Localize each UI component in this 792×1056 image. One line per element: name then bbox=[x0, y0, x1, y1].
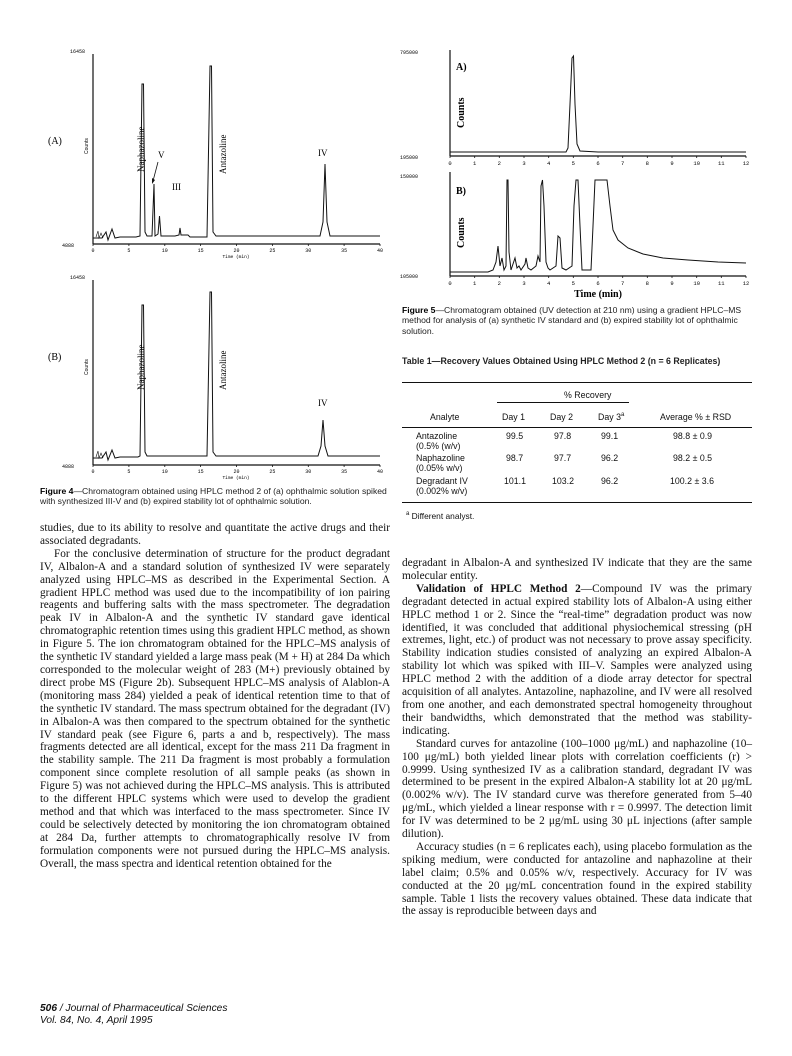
footnote-mark: a bbox=[406, 511, 410, 518]
y-bottom-label: 4888 bbox=[62, 464, 75, 470]
figure-4-caption bbox=[40, 486, 390, 507]
table-header-row bbox=[402, 407, 752, 427]
y-top-label: 16458 bbox=[70, 275, 86, 281]
chromatogram-trace bbox=[450, 180, 746, 272]
figure-5-caption bbox=[402, 305, 752, 336]
table-footnote bbox=[402, 511, 752, 521]
y-top-label: 150000 bbox=[400, 174, 419, 180]
table-row bbox=[402, 452, 752, 476]
figure-5-panel-b bbox=[398, 166, 752, 302]
table-rule-bottom bbox=[402, 502, 752, 503]
x-tick-label: 10 bbox=[161, 248, 168, 254]
footer-volume: Vol. 84, No. 4, April 1995 bbox=[40, 1015, 153, 1026]
peak-label-iii: III bbox=[172, 182, 181, 192]
group-header: % Recovery bbox=[564, 390, 612, 400]
x-tick-label: 9 bbox=[670, 160, 674, 167]
paragraph bbox=[402, 583, 752, 738]
cell-analyte-sub: (0.002% w/v) bbox=[416, 486, 468, 496]
trace-noise bbox=[96, 231, 103, 238]
page-number: 506 bbox=[40, 1003, 57, 1014]
peak-label-iv: IV bbox=[318, 398, 328, 408]
x-tick-label: 10 bbox=[693, 280, 701, 287]
cell-day1: 99.5 bbox=[506, 431, 524, 441]
x-tick-label: 7 bbox=[621, 280, 625, 287]
x-tick-label: 30 bbox=[305, 248, 312, 254]
paragraph-text: —Compound IV was the primary degradant detected in actual expired stability lots of Albalon-A using either HPLC method 1 or 2. Since the “real-time” degradation product was now identified, it was concluded that additional physiochemical stressing (pH extremes, light, etc.) of product was not necessary to prove assay specificity. Stability indication studies consisted of analyzing an expired Albalon-A stability lot which was spiked with III–V. Samples were analyzed using HPLC method 2 with the addition of a diode array detector for spectral acquisition of all analytes. Antazoline, naphazoline, and IV were all resolved from one another, and each demonstrated spectral homogeneity throughout their bandwidths, which demonstrated that the method was stability-indicating. bbox=[402, 582, 753, 737]
table-row bbox=[402, 476, 752, 500]
peak-v-arrow bbox=[153, 162, 158, 181]
cell-day2: 97.7 bbox=[554, 453, 572, 463]
chromatogram-4b bbox=[40, 270, 390, 485]
x-tick-label: 15 bbox=[197, 248, 204, 254]
x-tick-label: 0 bbox=[91, 248, 95, 254]
x-tick-label: 0 bbox=[91, 469, 95, 475]
cell-day2: 103.2 bbox=[552, 476, 575, 486]
paragraph: degradant in Albalon-A and synthesized IV indicate that they are the same molecular entity. bbox=[402, 557, 752, 582]
right-column bbox=[402, 557, 752, 918]
caption-label: Figure 4 bbox=[40, 486, 74, 496]
peak-label-antazoline: Antazoline bbox=[218, 350, 228, 390]
x-tick-label: 35 bbox=[341, 248, 348, 254]
cell-day1: 98.7 bbox=[506, 453, 524, 463]
x-tick-label: 6 bbox=[596, 160, 600, 167]
paragraph: Standard curves for antazoline (100–1000 μg/mL) and naphazoline (10–100 μg/mL) both yielded linear plots with correlation coefficients (r) > 0.9999. Using synthesized IV as a calibration standard, degradant IV was determined to be present in the expired Albalon-A stability lot at 20 μg/mL (0.002% w/v). The IV standard curve was therefore generated from 5–40 μg/mL, which yielded a linear response with r = 0.9997. The detection limit for IV was determined to be 2 μg/mL using 30 μL injections (after sample dilution). bbox=[402, 737, 752, 841]
y-axis-label: Counts bbox=[456, 217, 467, 248]
chromatogram-5a bbox=[398, 44, 752, 166]
x-tick-label: 4 bbox=[547, 280, 551, 287]
cell-analyte: Naphazoline bbox=[416, 453, 465, 463]
journal-name: / Journal of Pharmaceutical Sciences bbox=[57, 1003, 228, 1014]
x-tick-label: 6 bbox=[596, 280, 600, 287]
cell-average: 100.2 ± 3.6 bbox=[670, 476, 714, 486]
x-tick-label: 12 bbox=[742, 160, 750, 167]
x-tick-label: 40 bbox=[376, 248, 384, 254]
x-tick-labels bbox=[91, 469, 383, 475]
figure-4-panel-a bbox=[40, 44, 390, 269]
table-1 bbox=[402, 382, 752, 521]
y-bottom-label: 195000 bbox=[400, 155, 419, 161]
figure-5-panel-a bbox=[398, 44, 752, 166]
x-tick-label: 25 bbox=[269, 248, 276, 254]
x-tick-label: 1 bbox=[473, 160, 477, 167]
panel-label: (B) bbox=[48, 352, 62, 363]
cell-day1: 101.1 bbox=[504, 476, 527, 486]
panel-label: (A) bbox=[48, 136, 62, 147]
x-tick-label: 12 bbox=[742, 280, 750, 287]
y-top-label: 795000 bbox=[400, 50, 419, 56]
x-tick-label: 5 bbox=[571, 280, 575, 287]
left-column bbox=[40, 522, 390, 870]
x-tick-label: 40 bbox=[376, 469, 384, 475]
x-tick-label: 2 bbox=[497, 280, 501, 287]
header-day3-text: Day 3 bbox=[598, 412, 621, 422]
paragraph: For the conclusive determination of structure for the product degradant IV, Albalon-A and a standard solution of synthesized IV were separately analyzed using HPLC–MS as described in the Experimental Section. A gradient HPLC method was used due to the incompatibility of ion pairing reagents and buffering salts with the mass spectrometer. The degradation peak IV in Albalon-A and the synthetic IV standard gave identical chromatographic retention times using this gradient HPLC method, as shown in Figure 5. The ion chromatogram obtained for the HPLC–MS analysis of the synthetic IV standard yielded a large mass peak (M + H) at 284 Da which corresponded to the molecular weight of 283 (M+) previously obtained by direct probe MS (Figure 2b). Subsequent HPLC–MS analysis of Alablon-A (monitoring mass 284) yielded a peak of identical retention time to that of the synthetic IV standard. The mass spectrum obtained for the degradant (IV) in Albalon-A was then compared to the spectrum obtained for the synthetic IV standard peak (see Figure 6, parts a and b, respectively). The mass fragments detected are all identical, except for the mass 211 Da fragment in the stability sample. The 211 Da fragment is most probably a formulation component since complete resolution of all sample peaks (as shown in Figure 5) was not achieved during the HPLC–MS analysis. This is attributed to the different HPLC systems which were used to develop the gradient method and that which was interfaced to the mass spectrometer. Since IV could be selectively detected by monitoring the ion chromatogram obtained at 284 Da, further attempts to chromatographically resolve IV from formulation components were not pursued during the HPLC–MS analysis. Overall, the mass spectra and identical retention obtained for the bbox=[40, 547, 390, 870]
x-tick-label: 9 bbox=[670, 280, 674, 287]
section-heading: Validation of HPLC Method 2 bbox=[416, 582, 581, 595]
trace-noise bbox=[96, 451, 103, 458]
chromatogram-trace bbox=[450, 56, 746, 152]
cell-day3: 99.1 bbox=[601, 431, 619, 441]
peak-label-naphazoline: Naphazoline bbox=[136, 344, 146, 390]
cell-analyte-sub: (0.5% (w/v) bbox=[416, 441, 461, 451]
cell-day3: 96.2 bbox=[601, 453, 619, 463]
y-top-label: 16458 bbox=[70, 49, 86, 55]
x-tick-label: 11 bbox=[717, 280, 725, 287]
cell-day2: 97.8 bbox=[554, 431, 572, 441]
table-title-label: Table 1 bbox=[402, 356, 432, 366]
panel-label: B) bbox=[456, 186, 466, 197]
x-tick-label: 10 bbox=[693, 160, 701, 167]
x-tick-label: 1 bbox=[473, 280, 477, 287]
x-axis-label: Time (min) bbox=[574, 289, 622, 300]
panel-label: A) bbox=[456, 62, 467, 73]
y-axis-label: Counts bbox=[84, 138, 90, 154]
x-tick-label: 35 bbox=[341, 469, 348, 475]
x-tick-label: 5 bbox=[127, 469, 131, 475]
peak-label-v: V bbox=[158, 150, 165, 160]
x-tick-label: 3 bbox=[522, 280, 526, 287]
peak-label-naphazoline: Naphazoline bbox=[136, 126, 146, 172]
header-day2: Day 2 bbox=[550, 412, 573, 422]
footnote-text: Different analyst. bbox=[411, 511, 475, 521]
x-tick-label: 20 bbox=[233, 248, 240, 254]
x-tick-label: 30 bbox=[305, 469, 312, 475]
chromatogram-4a bbox=[40, 44, 390, 269]
header-analyte: Analyte bbox=[430, 412, 460, 422]
cell-analyte: Degradant IV bbox=[416, 476, 468, 486]
x-tick-label: 20 bbox=[233, 469, 240, 475]
x-tick-labels bbox=[448, 280, 749, 287]
y-bottom-label: 4888 bbox=[62, 243, 75, 249]
footer-line-1 bbox=[40, 1003, 227, 1015]
paragraph: Accuracy studies (n = 6 replicates each), using placebo formulation as the spiking medium, were conducted for antazoline and naphazoline at their label claim; 0.5% and 0.05% w/v, respectively. Accuracy for IV was conducted at the 20 μg/mL concentration found in the expired stability sample. Table 1 lists the recovery values obtained. These data indicate that the assay is reproducible between days and bbox=[402, 840, 752, 918]
x-axis-label: Time (min) bbox=[222, 255, 250, 260]
y-bottom-label: 105000 bbox=[400, 274, 419, 280]
x-tick-label: 10 bbox=[161, 469, 168, 475]
cell-analyte-sub: (0.05% w/v) bbox=[416, 463, 463, 473]
table-title-text: —Recovery Values Obtained Using HPLC Method 2 (n = 6 Replicates) bbox=[431, 356, 721, 366]
x-tick-label: 0 bbox=[448, 160, 452, 167]
page-footer bbox=[40, 1003, 227, 1027]
header-day3 bbox=[598, 412, 624, 422]
x-tick-label: 5 bbox=[127, 248, 131, 254]
cell-average: 98.2 ± 0.5 bbox=[673, 453, 713, 463]
y-axis-label: Counts bbox=[84, 359, 90, 375]
x-tick-label: 5 bbox=[571, 160, 575, 167]
x-tick-label: 25 bbox=[269, 469, 276, 475]
x-tick-label: 2 bbox=[497, 160, 501, 167]
table-row bbox=[402, 428, 752, 452]
peak-label-iv: IV bbox=[318, 148, 328, 158]
x-tick-label: 7 bbox=[621, 160, 625, 167]
x-tick-labels bbox=[91, 248, 383, 254]
x-tick-label: 0 bbox=[448, 280, 452, 287]
header-day1: Day 1 bbox=[502, 412, 525, 422]
peak-label-antazoline: Antazoline bbox=[218, 134, 228, 174]
x-tick-label: 11 bbox=[717, 160, 725, 167]
caption-text: —Chromatogram obtained using HPLC method 2 of (a) ophthalmic solution spiked with synthesized III-V and (b) expired stability lot of ophthalmic solution. bbox=[40, 486, 387, 507]
figure-4-panel-b bbox=[40, 270, 390, 485]
cell-average: 98.8 ± 0.9 bbox=[673, 431, 713, 441]
header-sup: a bbox=[620, 412, 625, 419]
header-average: Average % ± RSD bbox=[660, 412, 732, 422]
cell-day3: 96.2 bbox=[601, 476, 619, 486]
x-tick-label: 3 bbox=[522, 160, 526, 167]
paragraph: studies, due to its ability to resolve and quantitate the active drugs and their associated degradants. bbox=[40, 522, 390, 547]
group-header-rule bbox=[497, 402, 629, 403]
x-tick-label: 4 bbox=[547, 160, 551, 167]
chromatogram-5b bbox=[398, 166, 752, 302]
table-1-title bbox=[402, 356, 752, 367]
caption-text: —Chromatogram obtained (UV detection at 210 nm) using a gradient HPLC–MS method for analysis of (a) synthetic IV standard and (b) expired stability lot of ophthalmic solution. bbox=[402, 305, 742, 336]
x-axis-label: Time (min) bbox=[222, 476, 250, 481]
x-tick-label: 15 bbox=[197, 469, 204, 475]
caption-label: Figure 5 bbox=[402, 305, 436, 315]
y-axis-label: Counts bbox=[456, 97, 467, 128]
table-group-header-row bbox=[402, 383, 752, 407]
cell-analyte: Antazoline bbox=[416, 431, 458, 441]
x-tick-label: 8 bbox=[645, 280, 649, 287]
x-tick-label: 8 bbox=[645, 160, 649, 167]
